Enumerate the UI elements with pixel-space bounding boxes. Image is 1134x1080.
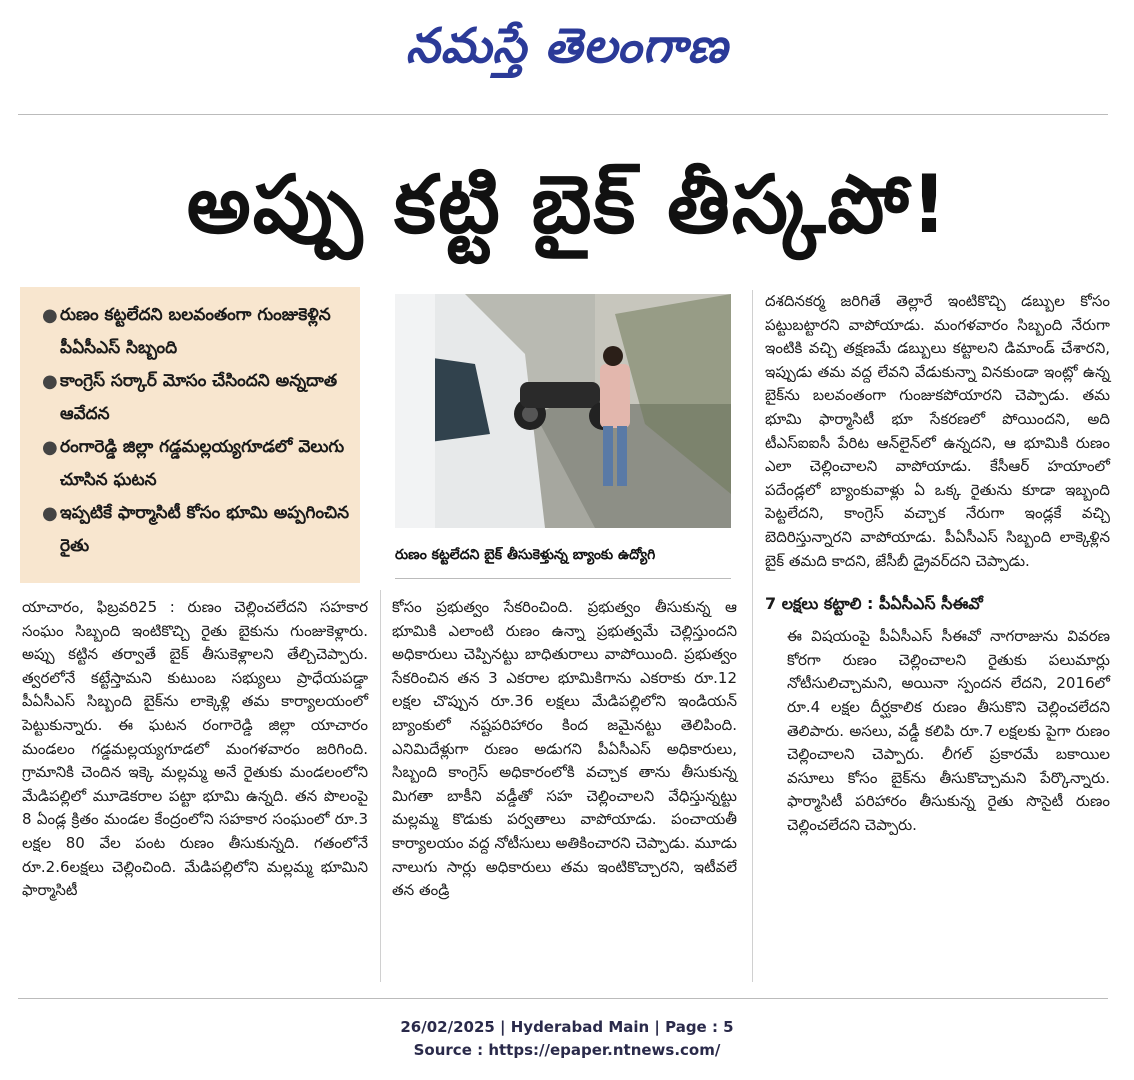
article-paragraph: ఈ విషయంపై పీఏసీఎస్ సీఈవో నాగరాజును వివరణ కోరగా రుణం చెల్లించాలని రైతుకు పలుమార్లు నోటీసులిచ్చామని, అయినా స్పందన లేదని, 2016లో రూ.4 లక్షల దీర్ఘకాలిక రుణం తీసుకొని చెల్లించలేదని తెలిపారు. అసలు, వడ్డీ కలిపి రూ.7 లక్షలకు పైగా రుణం చెల్లించాలని చెప్పారు. లీగల్ ప్రకారమే బకాయిల వసూలు కోసం బైక్‌ను తీసుకొచ్చామని పేర్కొన్నారు. ఫార్మాసిటీ పరిహారం తీసుకున్న రైతు సొసైటీ రుణం చెల్లించలేదని చెప్పారు. <box>787 627 1110 834</box>
highlights-box <box>20 287 360 583</box>
bullet-icon: ● <box>42 503 58 524</box>
highlight-item: ● రంగారెడ్డి జిల్లా గడ్డమల్లయ్యగూడలో వెలుగు చూసిన ఘటన <box>42 431 350 497</box>
bullet-icon: ● <box>42 371 58 392</box>
news-photo <box>395 294 731 528</box>
article-column-1 <box>22 596 368 903</box>
headline: అప్పు కట్టి బైక్ తీస్కపో! <box>186 158 950 251</box>
photo-illustration <box>395 294 731 528</box>
masthead-logo: నమస్తే తెలంగాణ <box>405 18 729 74</box>
highlight-item: ● కాంగ్రెస్ సర్కార్ మోసం చేసిందని అన్నదాత ఆవేదన <box>42 365 350 431</box>
column-divider <box>752 290 753 982</box>
photo-caption: రుణం కట్టలేదని బైక్ తీసుకెళ్తున్న బ్యాంకు ఉద్యోగి <box>395 547 656 563</box>
masthead <box>0 6 1134 86</box>
bullet-icon: ● <box>42 305 58 326</box>
footer-source: Source : https://epaper.ntnews.com/ <box>413 1041 721 1059</box>
caption-divider <box>395 578 731 579</box>
article-paragraph: దశదినకర్మ జరిగితే తెల్లారే ఇంటికొచ్చి డబ్బుల కోసం పట్టుబట్టారని వాపోయాడు. మంగళవారం సిబ్బంది నేరుగా ఇంటికి వచ్చి తక్షణమే డబ్బులు కట్టాలని డిమాండ్ చేశారని, ఇప్పుడు తమ వద్ద లేవని వేడుకున్నా వినకుండా ఇంట్లో ఉన్న బైక్‌ను బలవంతంగా గుంజుకపోయారని చెప్పాడు. తమ భూమి ఫార్మాసిటీ భూ సేకరణలో పోయిందని, అది టీఎస్ఐఐసీ పేరిట ఆన్‌లైన్‌లో ఉన్నదని, ఆ భూమికి రుణం ఎలా చెల్లించాలని వాపోయాడు. కేసీఆర్ హయాంలో పదేండ్లలో బ్యాంకువాళ్లు ఏ ఒక్క రైతును కూడా ఇబ్బంది పెట్టలేదని, కాంగ్రెస్ వచ్చాక నేరుగా ఇండ్లకే వచ్చి బెదిరిస్తున్నారని వాపోయాడు. పీఏసీఎస్ సిబ్బంది లాక్కెళ్లిన బైక్ తమది కాదని, జేసీబీ డ్రైవర్‌దని చెప్పాడు. <box>765 292 1110 570</box>
bullet-icon: ● <box>42 437 58 458</box>
article-paragraph: యాచారం, ఫిబ్రవరి25 : రుణం చెల్లించలేదని సహకార సంఘం సిబ్బంది ఇంటికొచ్చి రైతు బైకును గుంజుకెళ్లారు. అప్పు కట్టిన తర్వాతే బైక్ తీసుకెళ్లాలని తేల్చిచెప్పారు. త్వరలోనే కట్టేస్తామని కుటుంబ సభ్యులు ప్రాధేయపడ్డా పీఏసీఎస్ సిబ్బంది బైక్‌ను లాక్కెళ్లి తమ కార్యాలయంలో పెట్టుకున్నారు. ఈ ఘటన రంగారెడ్డి జిల్లా యాచారం మండలం గడ్డమల్లయ్యగూడలో మంగళవారం జరిగింది. గ్రామానికి చెందిన ఇక్కె మల్లమ్మ అనే రైతుకు మండలంలోని మేడిపల్లిలో మూడెకరాల పట్టా భూమి ఉన్నది. తన పొలంపై 8 ఏండ్ల క్రితం మండల కేంద్రంలోని సహకార సంఘంలో రూ.3 లక్షల 80 వేల పంట రుణం తీసుకున్నది. గతంలోనే రూ.2.6లక్షలు చెల్లించింది. మేడిపల్లిలోని మల్లమ్మ భూమిని ఫార్మాసిటీ <box>22 598 368 900</box>
article-column-2 <box>392 596 737 903</box>
top-divider <box>18 114 1108 115</box>
column-divider <box>380 590 381 982</box>
highlight-item: ● రుణం కట్టలేదని బలవంతంగా గుంజుకెళ్లిన పీఏసీఎస్ సిబ్బంది <box>42 299 350 365</box>
subheading: 7 లక్షలు కట్టాలి : పీఏసీఎస్ సీఈవో <box>765 594 983 614</box>
footer-date-edition: 26/02/2025 | Hyderabad Main | Page : 5 <box>400 1018 734 1036</box>
article-paragraph: కోసం ప్రభుత్వం సేకరించింది. ప్రభుత్వం తీసుకున్న ఆ భూమికి ఎలాంటి రుణం ఉన్నా ప్రభుత్వమే చెల్లిస్తుందని అధికారులు చెప్పినట్టు బాధితురాలు వాపోయింది. ప్రభుత్వం సేకరించిన తన 3 ఎకరాల భూమికిగాను ఎకరాకు రూ.12 లక్షల చొప్పున రూ.36 లక్షలు మేడిపల్లిలోని ఇండియన్ బ్యాంకులో నష్టపరిహారం కింద జమైనట్టు తెలిపింది. ఎనిమిదేళ్లుగా రుణం అడుగని పీఏసీఎస్ అధికారులు, సిబ్బంది కాంగ్రెస్ అధికారంలోకి వచ్చాక తాను తీసుకున్న మిగతా బాకీని వడ్డీతో సహ చెల్లించాలని వేధిస్తున్నట్టు మల్లమ్మ కొడుకు పర్వతాలు వాపోయాడు. పంచాయతీ కార్యాలయం వద్ద నోటీసులు అతికించారని చెప్పాడు. మూడు నాలుగు సార్లు అధికారులు తమ ఇంటికొచ్చారని, ఇటీవలే తన తండ్రి <box>392 598 737 900</box>
highlight-item: ● ఇప్పటికే ఫార్మాసిటీ కోసం భూమి అప్పగించిన రైతు <box>42 497 350 563</box>
article-column-3 <box>765 290 1110 837</box>
bottom-divider <box>18 998 1108 999</box>
